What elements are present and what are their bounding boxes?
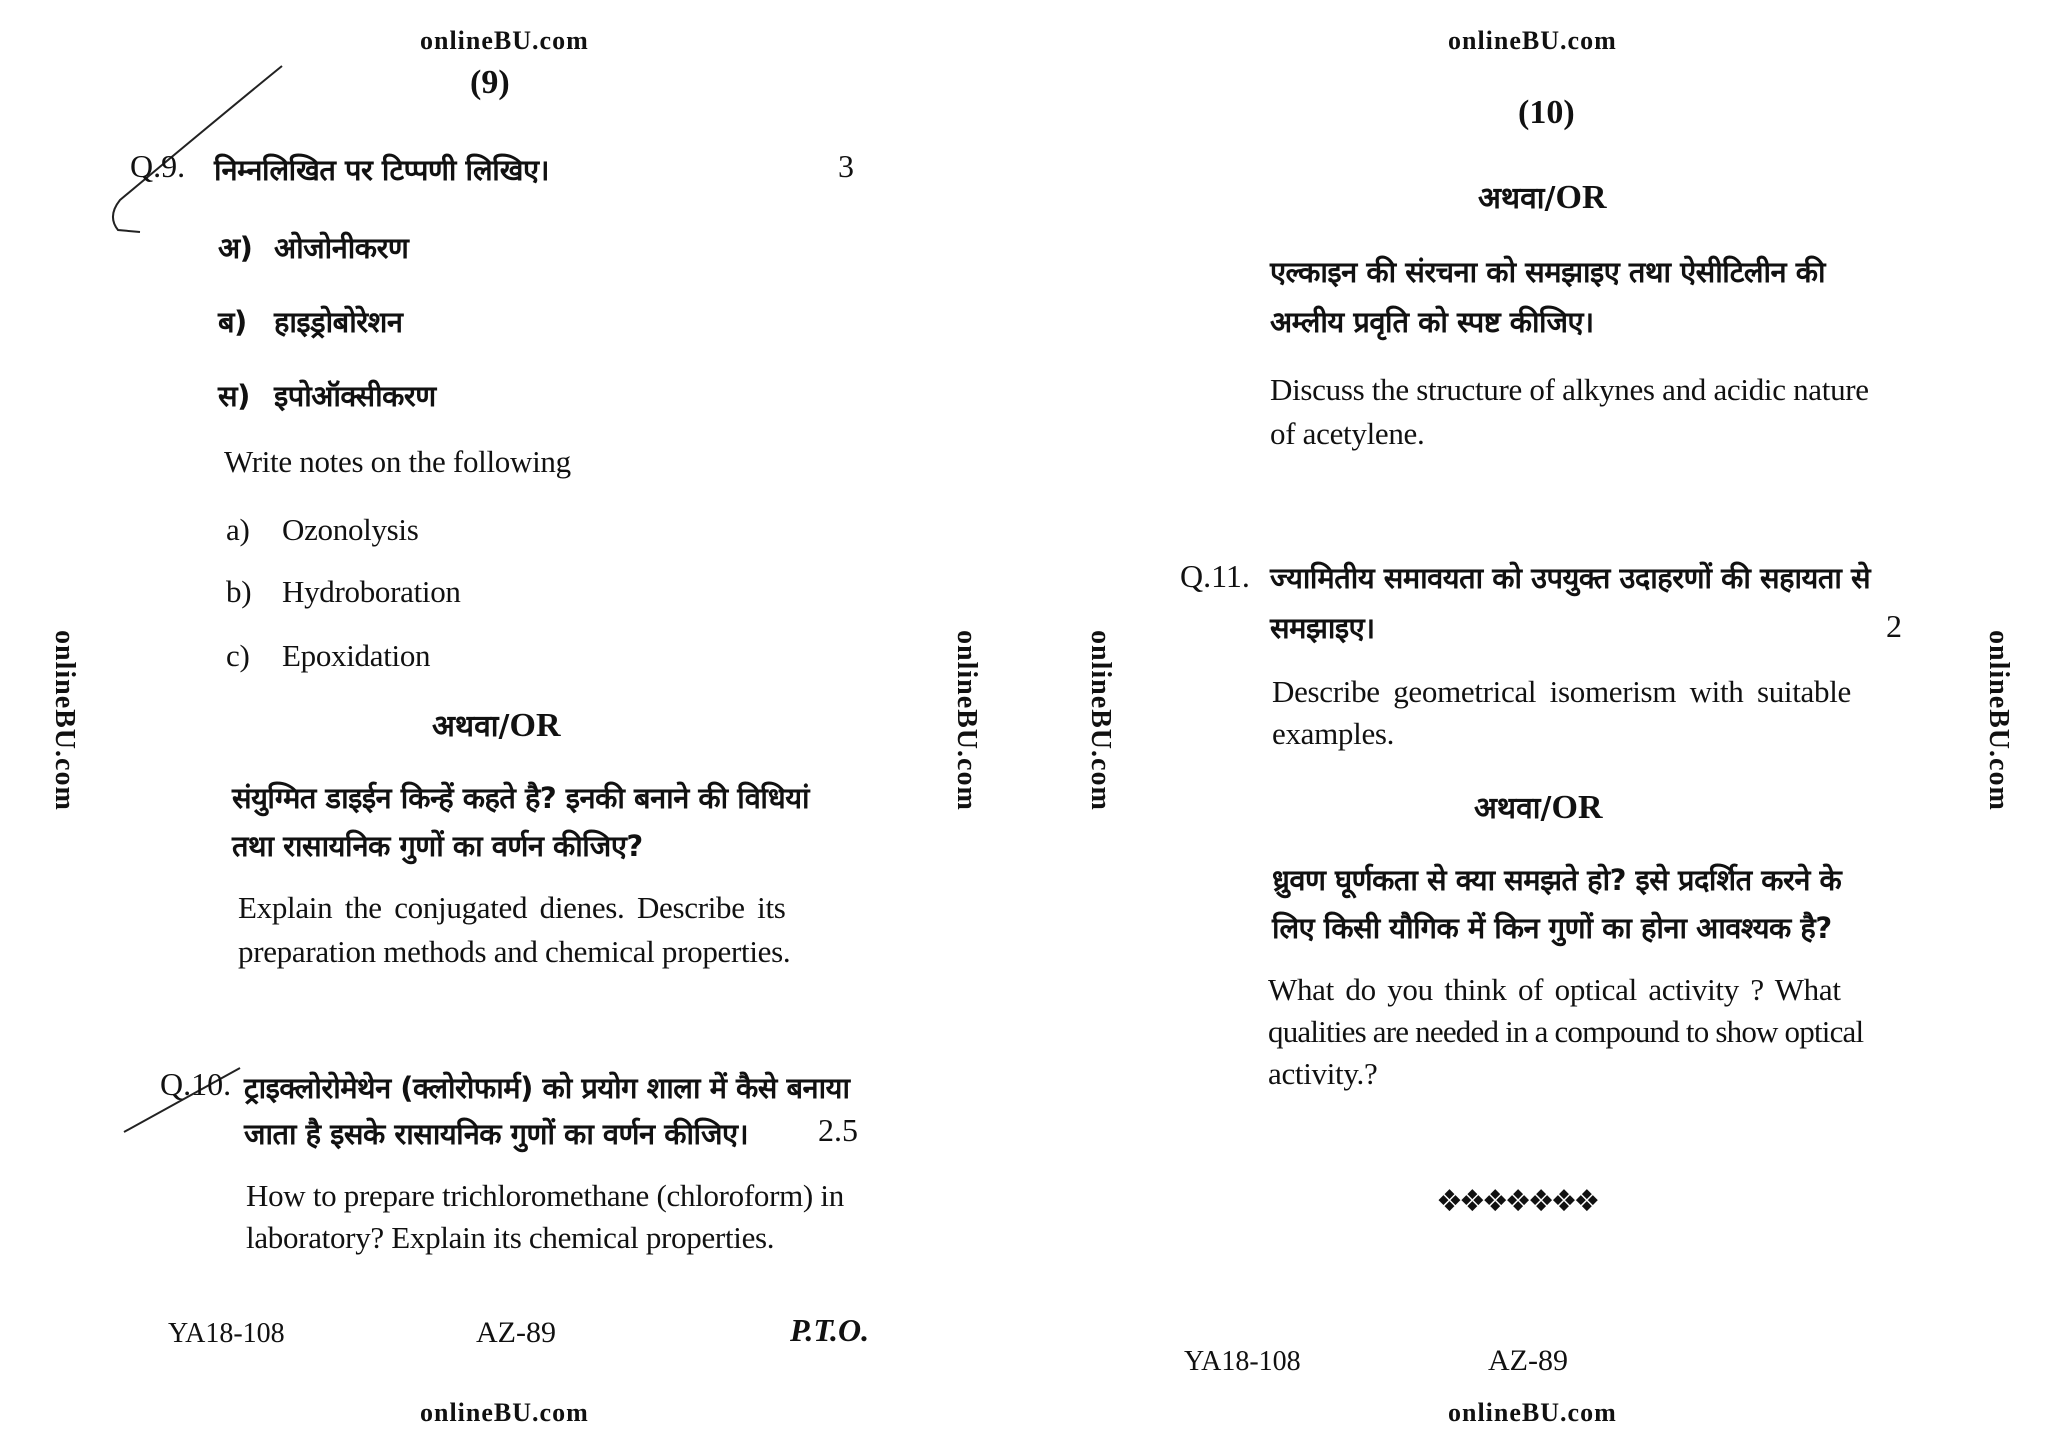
page-number: (9) (470, 64, 510, 101)
alt-question-hindi-line2: लिए किसी यौगिक में किन गुणों का होना आवश्यक है? (1272, 911, 1832, 945)
english-item-a: a) Ozonolysis (226, 512, 419, 547)
paper-code: YA18-108 (1184, 1346, 1301, 1377)
question-number: Q.9. (130, 148, 186, 184)
right-page (1024, 0, 2048, 1448)
hindi-item-b: ब) हाइड्रोबोरेशन (218, 305, 403, 339)
pto-label: P.T.O. (790, 1312, 870, 1348)
english-item-b: b) Hydroboration (226, 574, 461, 609)
question-marks: 2.5 (818, 1112, 858, 1148)
alt-question-hindi-line1: संयुग्मित डाइईन किन्हें कहते है? इनकी बनाने की विधियां (232, 781, 810, 815)
alt-question-english-line2: preparation methods and chemical properties. (238, 934, 791, 969)
question-english-line1: Describe geometrical isomerism with suitable (1272, 674, 1851, 709)
or-heading: अथवा/OR (432, 707, 561, 744)
or-heading: अथवा/OR (1478, 179, 1607, 216)
question-english-line1: How to prepare trichloromethane (chloroform) in (246, 1178, 844, 1213)
question-marks: 3 (838, 148, 854, 184)
alt-question-english-line2: of acetylene. (1270, 416, 1425, 451)
side-watermark-center-left: onlineBU.com (951, 630, 982, 811)
alt-question-english-line1: Explain the conjugated dienes. Describe its (238, 890, 786, 925)
alt-question-english-line1: What do you think of optical activity ? What (1268, 972, 1841, 1007)
question-hindi-line1: ट्राइक्लोरोमेथेन (क्लोरोफार्म) को प्रयोग शाला में कैसे बनाया (244, 1071, 850, 1105)
side-watermark-left: onlineBU.com (49, 630, 80, 811)
alt-question-hindi-line2: अम्लीय प्रवृति को स्पष्ट कीजिए। (1270, 305, 1594, 339)
or-heading: अथवा/OR (1474, 789, 1603, 826)
question-number: Q.11. (1180, 558, 1250, 594)
question-hindi-line1: ज्यामितीय समावयता को उपयुक्त उदाहरणों की सहायता से (1270, 561, 1871, 595)
question-prompt-english: Write notes on the following (224, 444, 571, 479)
alt-question-english-line3: activity.? (1268, 1056, 1378, 1091)
top-watermark: onlineBU.com (1448, 26, 1617, 55)
question-hindi-line2: समझाइए। (1270, 611, 1375, 645)
page-number: (10) (1518, 94, 1575, 131)
paper-code: YA18-108 (168, 1318, 285, 1349)
question-prompt-hindi: निम्नलिखित पर टिप्पणी लिखिए। (214, 153, 549, 187)
hindi-item-c: स) इपोऑक्सीकरण (218, 379, 436, 413)
side-watermark-right: onlineBU.com (1983, 630, 2014, 811)
english-item-c: c) Epoxidation (226, 638, 431, 673)
side-watermark-center-right: onlineBU.com (1085, 630, 1116, 811)
paper-series: AZ-89 (1488, 1344, 1568, 1377)
question-english-line2: examples. (1272, 716, 1395, 751)
question-number: Q.10. (160, 1066, 232, 1102)
alt-question-hindi-line1: एल्काइन की संरचना को समझाइए तथा ऐसीटिलीन की (1270, 255, 1826, 289)
hindi-item-a: अ) ओजोनीकरण (218, 231, 409, 265)
question-hindi-line2: जाता है इसके रासायनिक गुणों का वर्णन कीजिए। (244, 1117, 749, 1151)
question-marks: 2 (1886, 608, 1902, 644)
alt-question-hindi-line1: ध्रुवण घूर्णकता से क्या समझते हो? इसे प्रदर्शित करने के (1272, 863, 1842, 897)
alt-question-hindi-line2: तथा रासायनिक गुणों का वर्णन कीजिए? (232, 829, 643, 863)
alt-question-english-line2: qualities are needed in a compound to show optical (1268, 1014, 1864, 1049)
bottom-watermark: onlineBU.com (1448, 1398, 1617, 1427)
top-watermark: onlineBU.com (420, 26, 589, 55)
end-of-paper-mark: ❖❖❖❖❖❖❖ (1436, 1184, 1597, 1219)
bottom-watermark: onlineBU.com (420, 1398, 589, 1427)
paper-series: AZ-89 (476, 1316, 556, 1349)
question-english-line2: laboratory? Explain its chemical properties. (246, 1220, 775, 1255)
alt-question-english-line1: Discuss the structure of alkynes and acidic nature (1270, 372, 1869, 407)
